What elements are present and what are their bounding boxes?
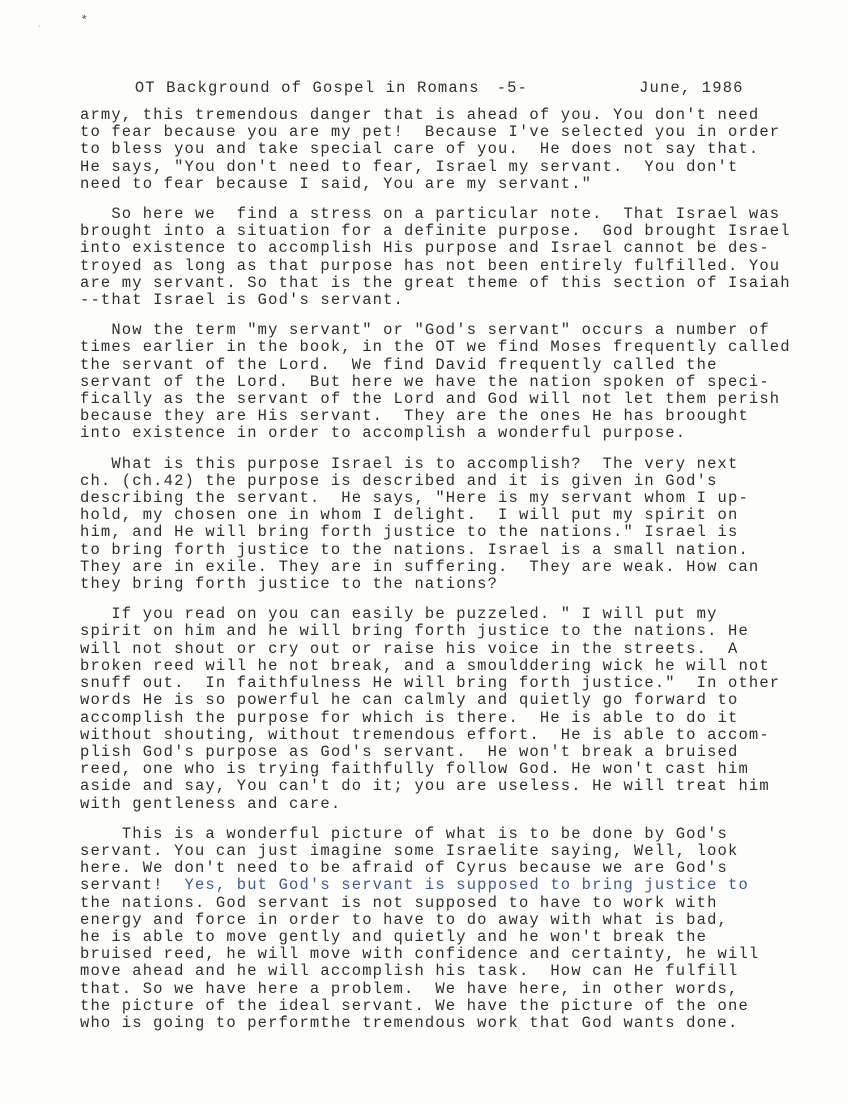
text-line: bruised reed, he will move with confidence and certainty, he will [80,945,760,964]
text-line: --that Israel is God's servant. [80,291,404,310]
text-segment: servant! [80,876,185,895]
text-line: servant of the Lord. But here we have the nation spoken of speci- [80,372,770,391]
text-line: here. We don't need to be afraid of Cyrus because we are God's [80,859,728,878]
text-line: to bless you and take special care of you. He does not say that. [80,140,760,159]
text-line: the picture of the ideal servant. We have the picture of the one [80,996,749,1015]
stray-pen-mark: ∗ [79,12,89,25]
text-line: they bring forth justice to the nations? [80,575,499,594]
text-line: troyed as long as that purpose has not been entirely fulfilled. You [80,256,781,275]
text-line: to bring forth justice to the nations. Israel is a small nation. [80,540,749,559]
text-line: to fear because you are my pet! Because I've selected you in order [80,123,781,142]
stray-speck-mark: · [37,22,42,31]
text-line: describing the servant. He says, "Here is my servant whom I up- [80,489,749,508]
text-line: he is able to move gently and quietly and he won't break the [80,927,708,946]
text-line: energy and force in order to have to do away with what is bad, [80,910,728,929]
text-line: If you read on you can easily be puzzeled. " I will put my [80,605,718,624]
text-line: plish God's purpose as God's servant. He won't break a bruised [80,742,739,761]
text-line: into existence to accomplish His purpose and Israel cannot be des- [80,239,770,258]
text-line: with gentleness and care. [80,794,342,813]
text-line: What is this purpose Israel is to accomplish? The very next [80,454,739,473]
text-line: reed, one who is trying faithfully follow God. He won't cast him [80,760,749,779]
text-line: will not shout or cry out or raise his voice in the streets. A [80,639,739,658]
text-line: who is going to performthe tremendous work that God wants done. [80,1013,739,1032]
text-line: They are in exile. They are in suffering. They are weak. How can [80,557,760,576]
document-body [80,107,820,1045]
text-line: hold, my chosen one in whom I delight. I will put my spirit on [80,506,739,525]
text-line: snuff out. In faithfulness He will bring forth justice." In other [80,674,781,693]
paragraph [80,107,820,193]
text-line: the servant of the Lord. We find David frequently called the [80,355,718,374]
text-line: accomplish the purpose for which is there. He is able to do it [80,708,739,727]
text-line: fically as the servant of the Lord and God will not let them perish [80,390,781,409]
paragraph [80,206,820,309]
text-line: into existence in order to accomplish a wonderful purpose. [80,424,687,443]
text-line: broken reed will he not break, and a smoulddering wick he will not [80,656,770,675]
paragraph [80,456,820,594]
text-line: without shouting, without tremendous effort. He is able to accom- [80,725,770,744]
text-line: words He is so powerful he can calmly and quietly go forward to [80,691,739,710]
text-line: He says, "You don't need to fear, Israel my servant. You don't [80,157,739,176]
text-line: servant. You can just imagine some Israelite saying, Well, look [80,841,739,860]
text-line: are my servant. So that is the great theme of this section of Isaiah [80,273,791,292]
text-line: move ahead and he will accomplish his task. How can He fulfill [80,962,739,981]
text-line: ch. (ch.42) the purpose is described and it is given in God's [80,471,718,490]
header-date: June, 1986 [639,79,744,98]
text-line: This is a wonderful picture of what is to be done by God's [80,824,728,843]
text-line [80,877,820,894]
text-line: aside and say, You can't do it; you are useless. He will treat him [80,777,770,796]
text-line: because they are His servant. They are the ones He has broought [80,407,749,426]
paragraph [80,606,820,812]
text-line: So here we find a stress on a particular note. That Israel was [80,205,781,224]
header-page-number: -5- [496,79,529,98]
text-line: spirit on him and he will bring forth justice to the nations. He [80,622,749,641]
text-line: need to fear because I said, You are my servant." [80,174,593,193]
text-line: army, this tremendous danger that is ahead of you. You don't need [80,106,760,124]
text-segment: Yes, but God's servant is supposed to bring justice to [184,876,749,895]
text-line: times earlier in the book, in the OT we find Moses frequently called [80,338,791,357]
header-title: OT Background of Gospel in Romans [134,79,480,98]
text-line: the nations. God servant is not supposed to have to work with [80,893,718,912]
paragraph [80,322,820,442]
paragraph [80,826,820,1032]
text-line: him, and He will bring forth justice to the nations." Israel is [80,523,739,542]
text-line: that. So we have here a problem. We have here, in other words, [80,979,739,998]
text-line: brought into a situation for a definite purpose. God brought Israel [80,222,791,241]
text-line: Now the term "my servant" or "God's servant" occurs a number of [80,321,770,340]
